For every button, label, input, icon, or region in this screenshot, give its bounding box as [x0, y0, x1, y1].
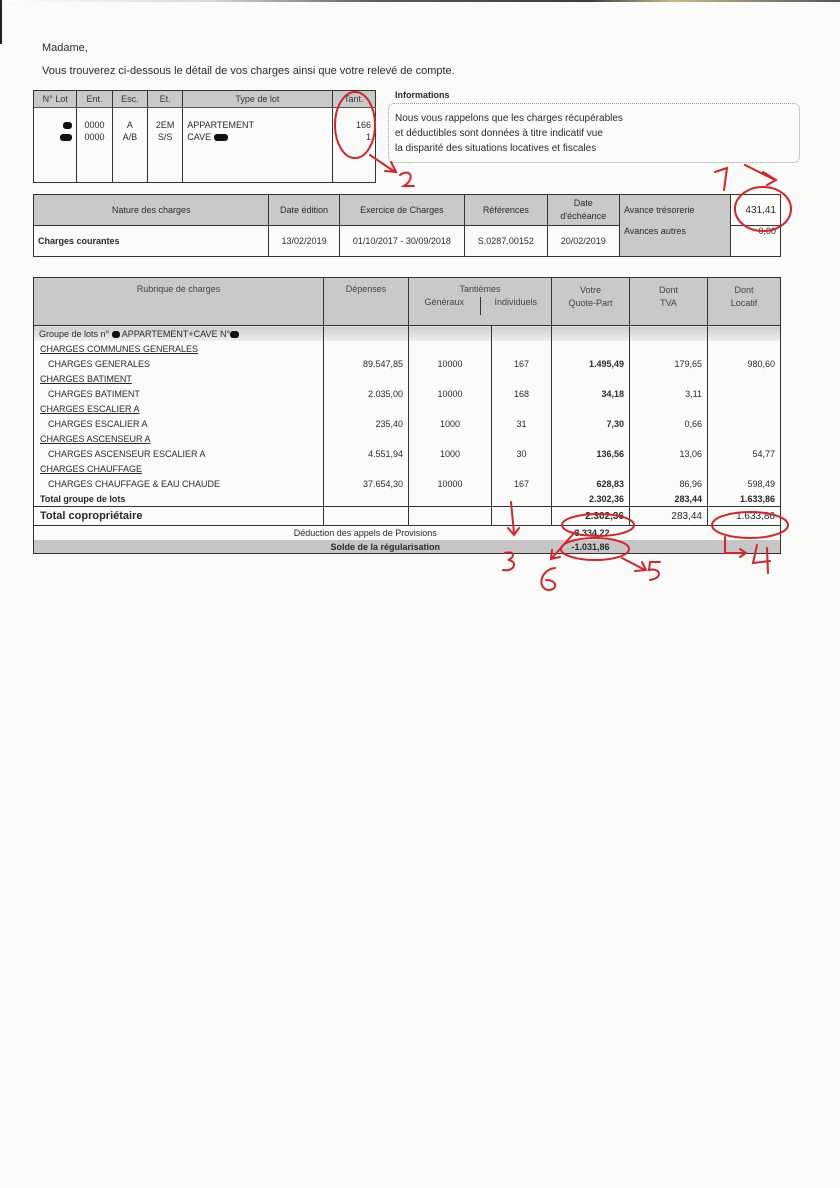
cave-number-redacted [214, 134, 228, 141]
summary-data-row [34, 226, 781, 257]
annotation-number-1 [715, 168, 727, 190]
annotation-number-6 [541, 568, 555, 590]
header-date-echeance: Date d'échéance [547, 195, 619, 226]
lots-header-row [34, 91, 376, 108]
lot-ent: 0000 [77, 120, 112, 132]
avance-tresorerie-label: Avance trésorerie [619, 195, 730, 226]
intro-text: Vous trouverez ci-dessous le détail de vos charges ainsi que votre relevé de compte. [42, 65, 455, 77]
lots-table [33, 90, 376, 183]
solde-row: Solde de la régularisation -1.031,86 [34, 540, 781, 554]
header-quote-part: Votre Quote-Part [552, 278, 630, 326]
lot-esc: A/B [112, 132, 147, 144]
charges-table [33, 277, 781, 554]
lot-type: APPARTEMENT [183, 120, 332, 132]
lot-et: 2EM [147, 120, 182, 132]
header-esc: Esc. [112, 91, 147, 108]
informations-title: Informations [395, 90, 450, 100]
charge-row: CHARGES ESCALIER A 235,40 1000 31 7,30 0,66 [34, 416, 781, 431]
header-locatif: Dont Locatif [708, 278, 781, 326]
date-echeance-value: 20/02/2019 [547, 226, 619, 257]
header-ent: Ent. [77, 91, 112, 108]
total-coproprietaire-row: Total copropriétaire 2.302,36 283,44 1.633,86 [34, 507, 781, 526]
avances-autres-value: 0,00 [731, 226, 781, 257]
info-line: la disparité des situations locatives et fiscales [395, 143, 597, 154]
charge-row: CHARGES GENERALES 89.547,85 10000 167 1.495,49 179,65 980,60 [34, 356, 781, 371]
page-left-edge [0, 0, 2, 44]
total-groupe-row: Total groupe de lots 2.302,36 283,44 1.633,86 [34, 491, 781, 507]
annotation-number-3 [503, 552, 514, 570]
lot-number-redacted [34, 132, 77, 144]
lot-number-redacted [34, 120, 77, 132]
lot-row [34, 120, 376, 132]
section-row: CHARGES ASCENSEUR A [34, 431, 781, 446]
avance-tresorerie-value: 431,41 [731, 195, 781, 226]
section-row: CHARGES BATIMENT [34, 371, 781, 386]
charge-row: CHARGES BATIMENT 2.035,00 10000 168 34,18 3,11 [34, 386, 781, 401]
group-label: Groupe de lots n° APPARTEMENT+CAVE N° [34, 326, 324, 342]
page-top-edge [0, 0, 840, 2]
charge-row: CHARGES CHAUFFAGE & EAU CHAUDE 37.654,30 10000 167 628,83 86,96 598,49 [34, 476, 781, 491]
header-individuels: Individuels [480, 297, 552, 315]
section-row: CHARGES CHAUFFAGE [34, 461, 781, 476]
header-tant: Tant. [332, 91, 375, 108]
header-exercice: Exercice de Charges [339, 195, 464, 226]
header-generaux: Généraux [424, 297, 465, 307]
header-depenses: Dépenses [324, 278, 409, 326]
references-value: S.0287.00152 [465, 226, 548, 257]
nature-value: Charges courantes [34, 226, 269, 257]
header-tva: Dont TVA [630, 278, 708, 326]
summary-table [33, 194, 781, 257]
greeting: Madame, [42, 42, 88, 54]
header-et: Et. [147, 91, 182, 108]
lot-et: S/S [147, 132, 182, 144]
header-references: Références [465, 195, 548, 226]
header-nature: Nature des charges [34, 195, 269, 226]
charges-header-row [34, 278, 781, 326]
section-row: CHARGES ESCALIER A [34, 401, 781, 416]
annotation-arrow-1 [745, 165, 776, 185]
section-row: CHARGES COMMUNES GENERALES [34, 341, 781, 356]
header-date-edition: Date édition [269, 195, 339, 226]
lot-tant: 1 [332, 132, 375, 144]
deduction-row: Déduction des appels de Provisions -3.334,22 [293, 528, 610, 538]
lot-tant: 166 [332, 120, 375, 132]
info-line: Nous vous rappelons que les charges récupérables [395, 113, 623, 124]
header-rubrique: Rubrique de charges [34, 278, 324, 326]
annotation-number-2 [400, 173, 414, 186]
lot-ent: 0000 [77, 132, 112, 144]
lot-row [34, 132, 376, 144]
header-type: Type de lot [183, 91, 332, 108]
exercice-value: 01/10/2017 - 30/09/2018 [339, 226, 464, 257]
lot-esc: A [112, 120, 147, 132]
group-row [34, 326, 781, 342]
annotation-number-5 [649, 562, 660, 580]
date-edition-value: 13/02/2019 [269, 226, 339, 257]
info-line: et déductibles sont données à titre indicatif vue [395, 128, 603, 139]
avances-autres-label: Avances autres [619, 226, 730, 257]
summary-header-row [34, 195, 781, 226]
header-tantiemes: Tantièmes Généraux Individuels [409, 278, 552, 326]
header-lot: N° Lot [34, 91, 77, 108]
annotation-arrow-5 [622, 558, 646, 571]
charge-row: CHARGES ASCENSEUR ESCALIER A 4.551,94 1000 30 136,56 13,06 54,77 [34, 446, 781, 461]
lot-type: CAVE [183, 132, 332, 144]
